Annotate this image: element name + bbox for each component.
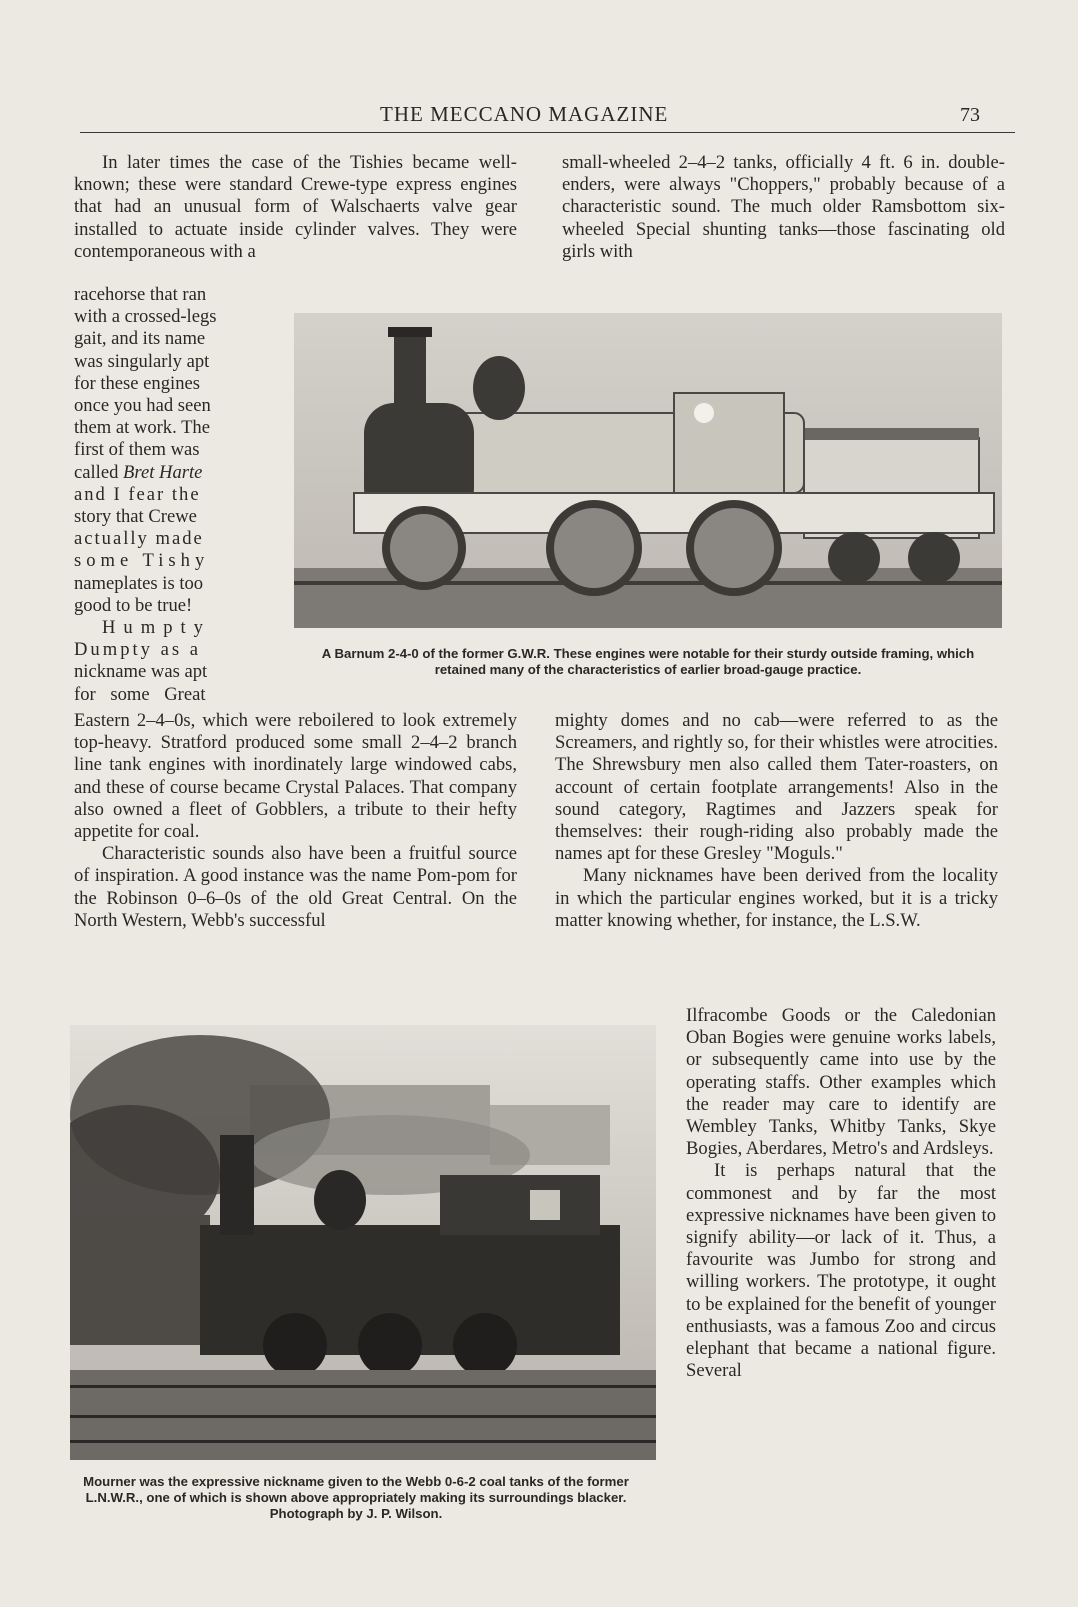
figure-2-photo	[70, 1025, 656, 1460]
right-narrow-column	[686, 1005, 996, 1382]
paragraph: mighty domes and no cab—were referred to as the Screamers, and rightly so, for their whistles were atrocities. The Shrewsbury men also called them Tater-roasters, on account of certain footplate arrangements! Also in the sound category, Ragtimes and Jazzers speak for themselves: their rough-riding also probably made the names apt for these Gresley "Moguls."	[555, 710, 998, 865]
text-line	[74, 462, 264, 484]
paragraph: It is perhaps natural that the commonest and by far the most expressive nicknames have been given to signify ability—or lack of it. Thus, a favourite was Jumbo for strong and willing workers. The prototype, it ought to be explained for the benefit of younger enthusiasts, was a famous Zoo and circus elephant that became a national figure. Several	[686, 1160, 996, 1382]
engine-name: Bret Harte	[123, 461, 203, 483]
text-line: first of them was	[74, 439, 200, 461]
masthead: THE MECCANO MAGAZINE	[380, 102, 669, 126]
figure-2-caption: Mourner was the expressive nickname given to the Webb 0-6-2 coal tanks of the former L.N.W.R., one of which is shown above appropriately making its surroundings blacker. Photograph by J. P. Wilson.	[83, 1474, 629, 1521]
text-line: was singularly apt	[74, 350, 210, 372]
text-line: nameplates is too	[74, 572, 204, 594]
text-line: Dumpty as a	[74, 639, 201, 661]
left-column-top	[74, 152, 517, 263]
text-line: gait, and its name	[74, 328, 206, 350]
text-line: nickname was apt	[74, 661, 208, 683]
paragraph: Eastern 2–4–0s, which were reboilered to look extremely top-heavy. Stratford produced some small 2–4–2 branch line tank engines with inordinately large windowed cabs, and these of course became Crystal Palaces. That company also owned a fleet of Gobblers, a tribute to their hefty appetite for coal.	[74, 710, 517, 843]
text-line: racehorse that ran	[74, 284, 207, 305]
paragraph: small-wheeled 2–4–2 tanks, officially 4 ft. 6 in. double-enders, were always "Choppers," probably because of a characteristic sound. The much older Ramsbottom six-wheeled Special shunting tanks—those fascinating old girls with	[562, 152, 1005, 262]
text-line: some Tishy	[74, 550, 210, 572]
text-line: for some Great	[74, 683, 206, 705]
text-line: and I fear the	[74, 483, 201, 505]
paragraph: Characteristic sounds also have been a fruitful source of inspiration. A good instance was the name Pom-pom for the Robinson 0–6–0s of the old Great Central. On the North Western, Webb's successful	[74, 843, 517, 931]
right-column-middle	[555, 710, 998, 932]
page-number: 73	[960, 104, 980, 126]
text-line: once you had seen	[74, 395, 211, 417]
text-line: actually made	[74, 528, 204, 550]
left-narrow-column	[74, 284, 264, 706]
text-line: them at work. The	[74, 417, 210, 439]
text-line: for these engines	[74, 372, 200, 394]
paragraph: Ilfracombe Goods or the Caledonian Oban Bogies were genuine works labels, or subsequently came into use by the operating staffs. Other examples which the reader may care to identify are Wembley Tanks, Whitby Tanks, Skye Bogies, Aberdares, Metro's and Ardsleys.	[686, 1005, 996, 1160]
text-fragment: called	[74, 461, 119, 483]
text-line: with a crossed-legs	[74, 306, 217, 328]
text-line: Humpty	[102, 617, 211, 639]
page-header	[80, 96, 1015, 133]
left-column-bottom	[74, 710, 517, 932]
right-column-top	[562, 152, 1005, 263]
text-line: good to be true!	[74, 594, 193, 616]
paragraph: In later times the case of the Tishies became well-known; these were standard Crewe-type express engines that had an unusual form of Walschaerts valve gear installed to actuate inside cylinder valves. They were contemporaneous with a	[74, 152, 517, 262]
figure-1-photo	[294, 313, 1002, 628]
paragraph: Many nicknames have been derived from the locality in which the particular engines worked, but it is a tricky matter knowing whether, for instance, the L.S.W.	[555, 865, 998, 931]
figure-1-caption: A Barnum 2-4-0 of the former G.W.R. These engines were notable for their sturdy outside framing, which retained many of the characteristics of earlier broad-gauge practice.	[321, 646, 975, 677]
text-line: story that Crewe	[74, 506, 197, 528]
